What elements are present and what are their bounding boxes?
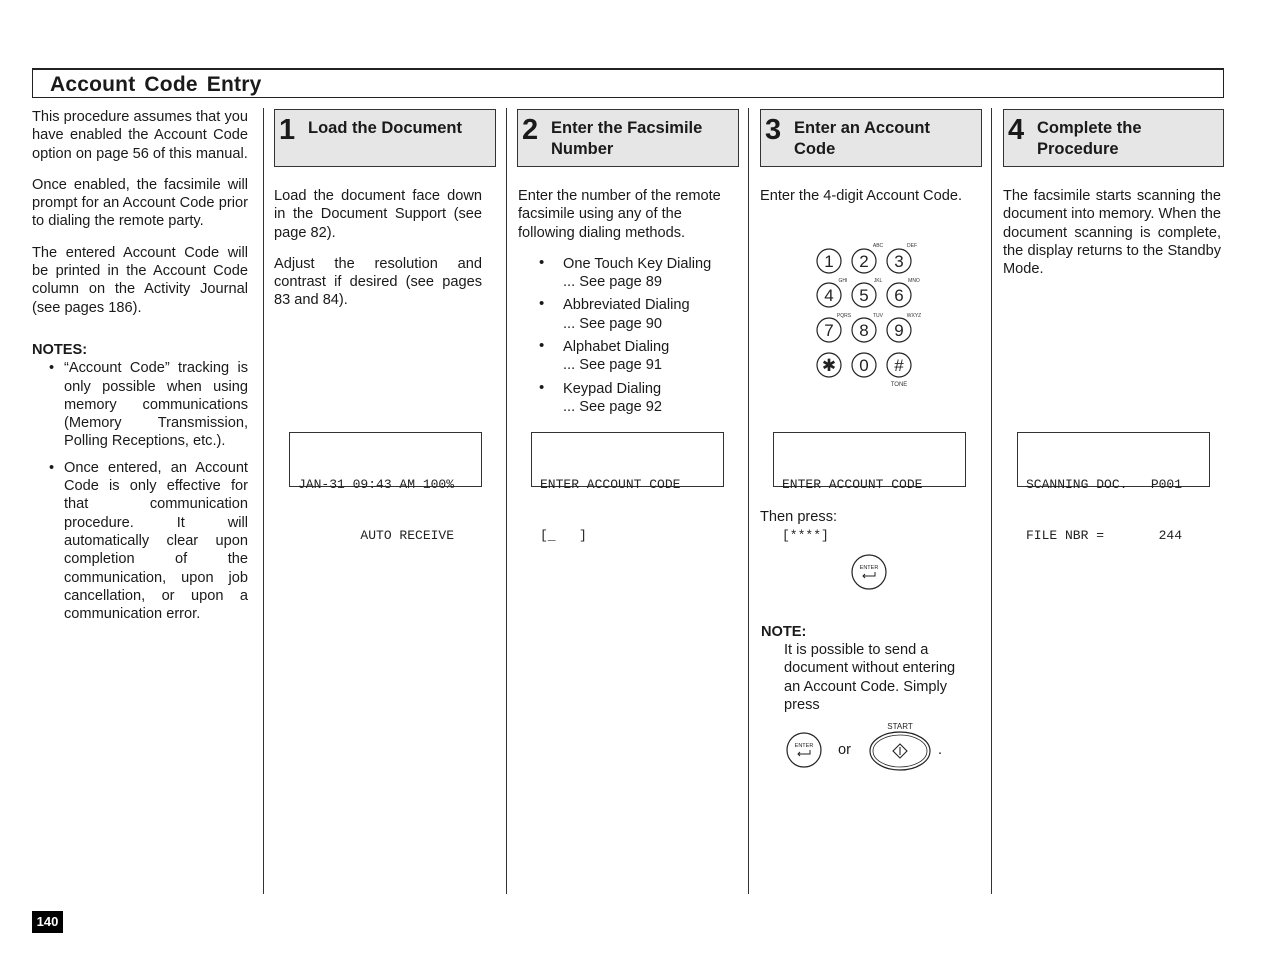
lcd-line-1: JAN-31 09:43 AM 100%	[298, 477, 455, 492]
title-bar	[32, 68, 1224, 98]
step-3-paragraph-1: Enter the 4-digit Account Code.	[760, 188, 963, 204]
or-text: or	[838, 742, 851, 758]
step-label: Complete the Procedure	[1037, 119, 1142, 158]
key-digit: 0	[859, 356, 869, 375]
enter-button-label: ENTER	[794, 743, 814, 749]
keypad-illustration	[808, 240, 928, 390]
step-2-paragraph-1: Enter the number of the remote facsimile using any of the following dialing methods.	[518, 188, 721, 241]
step-1-header	[274, 109, 496, 167]
enter-button[interactable]	[850, 553, 888, 591]
step-number: 2	[522, 114, 539, 146]
column-divider	[263, 108, 264, 894]
note-heading: NOTE:	[761, 624, 807, 640]
key-letters: MNO	[908, 278, 920, 284]
step-1-paragraph-2: Adjust the resolution and contrast if desired (see pages 83 and 84).	[274, 255, 482, 309]
key-digit: 8	[859, 321, 869, 340]
note-text: “Account Code” tracking is only possible when using memory communications (Memory Transmission, Polling Receptions, etc.).	[64, 360, 248, 450]
method-ref: ... See page 90	[563, 315, 662, 332]
key-digit: 5	[859, 286, 869, 305]
method-ref: ... See page 91	[563, 357, 662, 374]
column-divider	[748, 108, 749, 894]
page-title: Account Code Entry	[50, 73, 262, 96]
note-text: It is possible to send a document without entering an Account Code. Simply press	[784, 642, 956, 713]
key-digit: 3	[894, 252, 904, 271]
lcd-display	[531, 432, 724, 543]
intro-paragraph-3: The entered Account Code will be printed in the Account Code column on the Activity Journal (see pages 186).	[32, 244, 248, 316]
period-text: .	[938, 742, 943, 758]
lcd-display	[289, 432, 482, 543]
step-3-header	[760, 109, 982, 167]
note-item	[32, 459, 248, 624]
key-digit: ✱	[821, 356, 837, 375]
step-1-body	[274, 187, 482, 310]
step-2-body	[518, 187, 738, 421]
key-digit: 2	[859, 252, 869, 271]
method-name: Abbreviated Dialing	[563, 297, 690, 314]
key-digit: 7	[824, 321, 834, 340]
bullet: •	[539, 295, 545, 313]
step-label: Enter the Facsimile Number	[551, 119, 703, 158]
column-divider	[991, 108, 992, 894]
key-letters: PQRS	[836, 313, 852, 319]
step-number: 3	[765, 114, 782, 146]
method-ref: ... See page 92	[563, 398, 662, 415]
dialing-method	[518, 255, 738, 292]
intro-column	[32, 108, 248, 623]
notes-list	[32, 359, 248, 623]
step-number: 4	[1008, 114, 1025, 146]
dialing-methods-list	[518, 255, 738, 416]
bullet: •	[539, 378, 545, 396]
key-letters: GHI	[838, 278, 848, 284]
key-letters: DEF	[907, 243, 917, 249]
step-number: 1	[279, 114, 296, 146]
start-button[interactable]	[866, 718, 934, 774]
lcd-line-2: FILE NBR = 244	[1026, 528, 1183, 543]
key-letters: WXYZ	[906, 313, 922, 319]
bullet: •	[49, 459, 55, 476]
lcd-line-2: [****]	[782, 528, 829, 543]
key-digit: 9	[894, 321, 904, 340]
page-number: 140	[32, 911, 63, 933]
step-4-paragraph-1: The facsimile starts scanning the document into memory. When the document scanning is complete, the display returns to the Standby Mode.	[1003, 188, 1221, 278]
key-letters: TUV	[873, 313, 883, 319]
lcd-line-2: AUTO RECEIVE	[298, 528, 455, 543]
lcd-line-1: ENTER ACCOUNT CODE	[782, 477, 923, 492]
bullet: •	[539, 253, 545, 271]
dialing-method	[518, 338, 738, 375]
key-digit: #	[894, 356, 904, 375]
column-divider	[506, 108, 507, 894]
method-name: One Touch Key Dialing	[563, 255, 712, 272]
key-digit: 1	[824, 252, 834, 271]
step-4-header	[1003, 109, 1224, 167]
bullet: •	[539, 337, 545, 355]
lcd-line-1: SCANNING DOC. P001	[1026, 477, 1183, 492]
key-letters: ABC	[872, 243, 884, 249]
bullet: •	[49, 360, 55, 377]
start-button-label: START	[887, 722, 913, 731]
intro-paragraph-1: This procedure assumes that you have enabled the Account Code option on page 56 of this manual.	[32, 109, 248, 162]
note-text: Once entered, an Account Code is only effective for that communication procedure. It will automatically clear upon completion of the communication, upon job cancellation, or upon a communication error.	[64, 459, 248, 623]
then-press-text: Then press:	[760, 509, 838, 525]
note-item	[32, 359, 248, 450]
step-label: Enter an Account Code	[794, 119, 930, 158]
key-digit: 4	[824, 286, 834, 305]
intro-paragraph-2: Once enabled, the facsimile will prompt for an Account Code prior to dialing the remote party.	[32, 176, 248, 230]
method-name: Keypad Dialing	[563, 380, 662, 397]
enter-button-small[interactable]	[785, 731, 823, 769]
step-2-header	[517, 109, 739, 167]
dialing-method	[518, 380, 738, 417]
step-label: Load the Document	[308, 119, 463, 137]
key-digit: 6	[894, 286, 904, 305]
method-name: Alphabet Dialing	[563, 339, 670, 356]
enter-button-label: ENTER	[859, 565, 879, 571]
notes-heading: NOTES:	[32, 341, 88, 358]
lcd-line-1: ENTER ACCOUNT CODE	[540, 477, 681, 492]
lcd-display	[1017, 432, 1210, 543]
tone-label: TONE	[890, 382, 908, 388]
dialing-method	[518, 296, 738, 333]
method-ref: ... See page 89	[563, 274, 662, 291]
step-1-paragraph-1: Load the document face down in the Document Support (see page 82).	[274, 188, 482, 241]
lcd-line-2: [_ ]	[540, 528, 587, 543]
key-letters: JKL	[873, 278, 883, 284]
